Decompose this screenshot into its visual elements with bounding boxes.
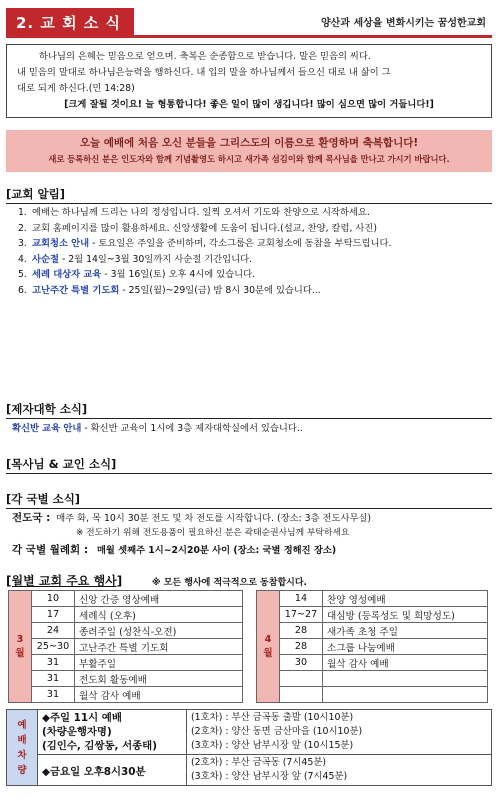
bus-route: (3호차) : 양산 남부시장 앞 (10시15분) xyxy=(191,740,354,751)
event-name: 찬양 영성예배 xyxy=(323,591,488,607)
event-row xyxy=(257,655,488,671)
notice-item xyxy=(18,205,488,221)
bus-route: (3호차) : 양산 남부시장 앞 (7시45분) xyxy=(191,771,348,782)
event-date: 24 xyxy=(32,623,75,639)
bus-route: (1호차) : 부산 금곡동 출발 (10시10분) xyxy=(191,712,354,723)
notice-item xyxy=(18,267,488,283)
sunday-service-cell xyxy=(38,710,187,755)
scripture-box xyxy=(6,44,492,118)
event-name: 월삭 감사 예배 xyxy=(75,687,243,703)
seminary-highlight: 확신반 교육 안내 xyxy=(12,423,82,434)
worship-bus-table xyxy=(6,709,492,786)
notice-highlight: 교회청소 안내 xyxy=(32,238,90,250)
notice-text: 예배는 하나님께 드리는 나의 정성입니다. 일찍 오셔서 기도와 찬양으로 시작하세요. xyxy=(32,207,370,218)
notices-list xyxy=(18,205,488,299)
event-date: 14 xyxy=(280,591,323,607)
verse-line: 하나님의 은혜는 믿음으로 얻으며. 축복은 순종함으로 받습니다. 말은 믿음의 씨다. xyxy=(39,51,371,62)
event-name: 부활주일 xyxy=(75,655,243,671)
event-row xyxy=(9,687,243,703)
sunday-sub: (차량운행자명) xyxy=(42,726,112,738)
event-row xyxy=(9,591,243,607)
church-slogan: 양산과 세상을 변화시키는 꿈성한교회 xyxy=(320,18,486,29)
notice-highlight: 세례 대상자 교육 xyxy=(32,269,102,281)
notice-number: 5. xyxy=(18,269,27,281)
sunday-sub: (김인수, 김쌍동, 서종태) xyxy=(42,740,157,752)
event-row xyxy=(257,687,488,703)
event-name: 세례식 (오후) xyxy=(75,607,243,623)
event-date: 17~27 xyxy=(280,607,323,623)
event-name xyxy=(323,671,488,687)
event-date: 10 xyxy=(32,591,75,607)
event-row xyxy=(257,671,488,687)
notice-text: - 25일(월)~29일(금) 밤 8시 30분에 있습니다... xyxy=(119,284,321,296)
event-row xyxy=(257,591,488,607)
sunday-routes-cell xyxy=(187,710,492,755)
mission-text: 매월 셋째주 1시~2시20분 사이 (장소: 국별 정해진 장소) xyxy=(96,545,337,556)
mission-label: 전도국 : xyxy=(12,512,51,524)
notice-number: 4. xyxy=(18,253,27,265)
header-divider xyxy=(134,35,492,38)
welcome-banner xyxy=(6,130,492,172)
event-row xyxy=(9,607,243,623)
bus-label: 예 배 차 량 xyxy=(7,710,38,786)
event-name: 대심방 (등록성도 및 희망성도) xyxy=(323,607,488,623)
notice-number: 2. xyxy=(18,222,27,234)
monthly-heading-row xyxy=(6,570,492,588)
mission-block xyxy=(12,511,371,558)
monthly-heading: [월별 교회 주요 행사] xyxy=(6,574,123,588)
event-date: 31 xyxy=(32,655,75,671)
notice-text: 교회 홈페이지를 많이 활용하세요. 신앙생활에 도움이 됩니다.(설교, 찬양, 칼럼, 사진) xyxy=(32,222,377,234)
notice-item xyxy=(18,283,488,299)
event-name: 전도회 활동예배 xyxy=(75,671,243,687)
welcome-line: 새로 등록하신 분은 인도자와 함께 기념촬영도 하시고 새가족 섬김이와 함께 목사님을 만나고 가시기 바랍니다. xyxy=(48,154,450,164)
notice-highlight: 사순절 xyxy=(32,253,59,265)
friday-service-cell: ◆금요일 오후8시30분 xyxy=(38,755,187,786)
seminary-notice xyxy=(12,420,303,434)
event-date xyxy=(280,671,323,687)
event-name: 새가족 초청 주일 xyxy=(323,623,488,639)
event-row xyxy=(9,623,243,639)
notice-number: 1. xyxy=(18,207,27,218)
april-events-table xyxy=(256,590,488,703)
march-events-table xyxy=(8,590,243,703)
event-date: 28 xyxy=(280,623,323,639)
event-row xyxy=(257,639,488,655)
mission-note: ※ 전도하기 위해 전도용품이 필요하신 분은 곽태순권사님께 부탁하세요 xyxy=(76,528,350,538)
notice-text: - 2월 14일~3월 30일까지 사순절 기간입니다. xyxy=(58,253,253,265)
event-name: 신앙 간증 영상예배 xyxy=(75,591,243,607)
seminary-text: - 확신반 교육이 1시에 3층 제자대학실에서 있습니다.. xyxy=(81,423,303,434)
event-name: 종려주일 (성찬식-오전) xyxy=(75,623,243,639)
event-row xyxy=(9,639,243,655)
event-date: 28 xyxy=(280,639,323,655)
mission-label: 각 국별 월례회 : xyxy=(12,544,89,556)
mission-text: 매주 화, 목 10시 30분 전도 및 차 전도를 시작합니다. (장소: 3층 전도사무실) xyxy=(56,513,372,524)
month-label: 3 월 xyxy=(9,591,32,703)
event-date: 31 xyxy=(32,687,75,703)
event-date xyxy=(280,687,323,703)
event-date: 17 xyxy=(32,607,75,623)
event-row xyxy=(9,671,243,687)
verse-line: 내 믿음의 말대로 하나님은능력을 행하신다. 내 입의 말을 하나님께서 들으신 대로 내 삶이 그 xyxy=(17,67,391,78)
seminary-heading: [제자대학 소식] xyxy=(6,400,492,419)
event-date: 25~30 xyxy=(32,639,75,655)
notice-text: - 3월 16일(토) 오후 4시에 있습니다. xyxy=(101,269,256,281)
notice-item xyxy=(18,236,488,252)
event-name: 고난주간 특별 기도회 xyxy=(75,639,243,655)
notice-highlight: 고난주간 특별 기도회 xyxy=(32,284,120,296)
section-title: 2. 교 회 소 식 xyxy=(6,8,134,38)
event-date: 31 xyxy=(32,671,75,687)
verse-declaration: [크게 잘될 것이요! 늘 형통합니다! 좋은 일이 많이 생깁니다! 많이 심으면 많이 거둡니다!] xyxy=(64,99,434,110)
bus-route: (2호차) : 부산 금곡동 (7시45분) xyxy=(191,757,327,768)
notices-heading: [교회 알림] xyxy=(6,185,492,204)
verse-line: 대로 되게 하신다.(민 14:28) xyxy=(17,83,135,94)
event-name xyxy=(323,687,488,703)
pastors-heading: [목사님 & 교인 소식] xyxy=(6,455,492,474)
monthly-note: ※ 모든 행사에 적극적으로 동참합시다. xyxy=(151,578,307,588)
friday-routes-cell xyxy=(187,755,492,786)
mission-heading: [각 국별 소식] xyxy=(6,490,492,509)
sunday-title: ◆주일 11시 예배 xyxy=(42,712,122,724)
event-name: 소그룹 나눔예배 xyxy=(323,639,488,655)
notice-number: 3. xyxy=(18,238,27,250)
notice-number: 6. xyxy=(18,284,27,296)
event-date: 30 xyxy=(280,655,323,671)
page-header xyxy=(6,8,492,38)
event-row xyxy=(257,607,488,623)
notice-item xyxy=(18,221,488,237)
month-label: 4 월 xyxy=(257,591,280,703)
event-name: 월삭 감사 예배 xyxy=(323,655,488,671)
event-row xyxy=(9,655,243,671)
notice-item xyxy=(18,252,488,268)
bus-route: (2호차) : 양산 동면 금산마을 (10시10분) xyxy=(191,726,363,737)
welcome-line: 오늘 예배에 처음 오신 분들을 그리스도의 이름으로 환영하며 축복합니다! xyxy=(79,137,419,149)
event-row xyxy=(257,623,488,639)
notice-text: - 토요일은 주일을 준비하며, 각소그룹은 교회청소에 동참을 부탁드립니다. xyxy=(89,238,392,250)
